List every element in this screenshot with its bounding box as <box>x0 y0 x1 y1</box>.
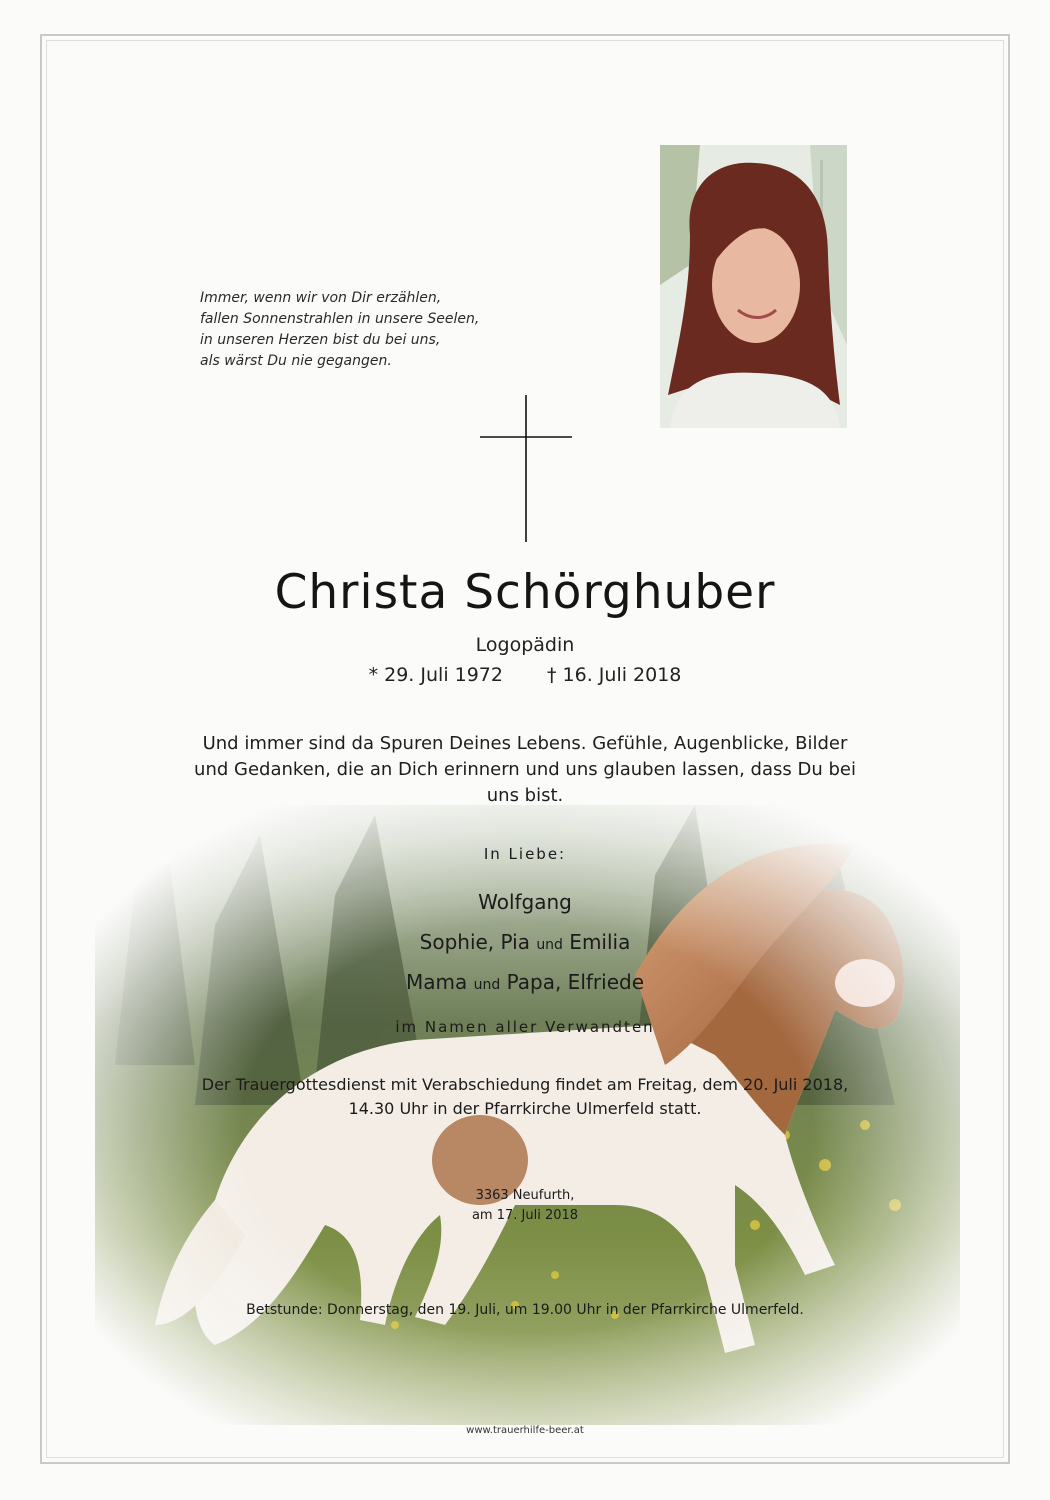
birth-date: * 29. Juli 1972 <box>368 664 503 686</box>
memorial-text: Und immer sind da Spuren Deines Lebens. Gefühle, Augenblicke, Bilder und Gedanken, die an Dich erinnern und uns glauben lassen, dass Du bei uns bist. <box>194 733 856 806</box>
mourner-line: Wolfgang <box>478 890 572 914</box>
portrait-photo <box>660 145 847 428</box>
memorial-quote <box>200 288 540 372</box>
mourner-line: Mama und Papa, Elfriede <box>405 970 644 994</box>
life-dates <box>0 664 1050 686</box>
prayer-hour-text: Betstunde: Donnerstag, den 19. Juli, um 19.00 Uhr in der Pfarrkirche Ulmerfeld. <box>246 1302 804 1318</box>
relatives-line: im Namen aller Verwandten <box>395 1018 655 1036</box>
quote-line: Immer, wenn wir von Dir erzählen, <box>200 290 442 306</box>
deceased-name: Christa Schörghuber <box>274 565 776 620</box>
quote-line: als wärst Du nie gegangen. <box>200 353 392 369</box>
quote-line: fallen Sonnenstrahlen in unsere Seelen, <box>200 311 480 327</box>
mourner-line: Sophie, Pia und Emilia <box>419 930 631 954</box>
place-town: 3363 Neufurth, <box>475 1188 575 1203</box>
website-link[interactable]: www.trauerhilfe-beer.at <box>466 1425 584 1436</box>
place-and-date <box>0 1186 1050 1226</box>
quote-line: in unseren Herzen bist du bei uns, <box>200 332 441 348</box>
funeral-service-text: Der Trauergottesdienst mit Verabschiedung findet am Freitag, dem 20. Juli 2018, 14.30 Uhr in der Pfarrkirche Ulmerfeld statt. <box>201 1075 849 1118</box>
cross-icon <box>480 395 572 542</box>
death-date: † 16. Juli 2018 <box>547 664 682 686</box>
deceased-profession: Logopädin <box>475 634 575 656</box>
place-date: am 17. Juli 2018 <box>471 1208 579 1223</box>
mourners-intro: In Liebe: <box>483 845 567 863</box>
